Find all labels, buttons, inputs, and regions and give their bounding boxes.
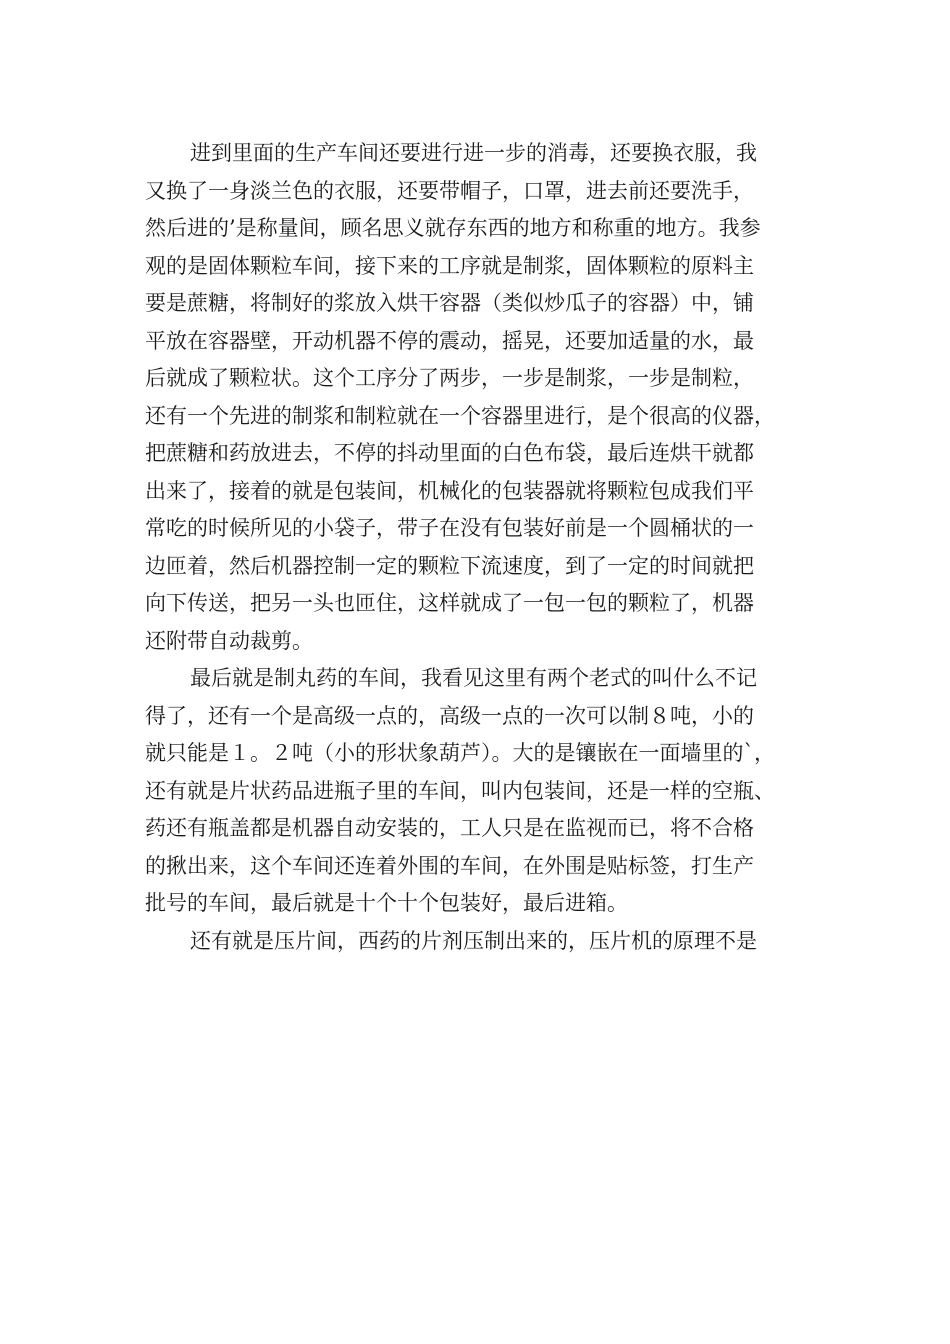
text-line: 就只能是１。２吨（小的形状象葫芦）。大的是镶嵌在一面墙里的`，: [145, 741, 775, 765]
text-line: 批号的车间，最后就是十个十个包装好，最后进箱。: [145, 891, 628, 915]
text-line: 最后就是制丸药的车间，我看见这里有两个老式的叫什么不记: [190, 666, 757, 690]
text-line: 还有一个先进的制浆和制粒就在一个容器里进行，是个很高的仪器，: [145, 403, 775, 428]
text-line: 边匝着，然后机器控制一定的颗粒下流速度，到了一定的时间就把: [145, 553, 754, 578]
paragraph-pill-workshop: [145, 660, 825, 923]
text-line: 把蔗糖和药放进去，不停的抖动里面的白色布袋，最后连烘干就都: [145, 441, 754, 465]
text-line: 要是蔗糖，将制好的浆放入烘干容器（类似炒瓜子的容器）中，铺: [145, 291, 754, 315]
text-line: 然后进的’是称量间，顾名思义就存东西的地方和称重的地方。我参: [145, 216, 761, 240]
text-line: 还附带自动裁剪。: [145, 628, 313, 653]
text-line: 后就成了颗粒状。这个工序分了两步，一步是制浆，一步是制粒，: [145, 366, 754, 390]
text-line: 药还有瓶盖都是机器自动安装的，工人只是在监视而已，将不合格: [145, 816, 754, 840]
paragraph-workshop-granules: [145, 135, 825, 660]
text-line: 进到里面的生产车间还要进行进一步的消毒，还要换衣服，我: [190, 141, 757, 165]
text-line: 得了，还有一个是高级一点的，高级一点的一次可以制８吨，小的: [145, 703, 754, 728]
text-line: 观的是固体颗粒车间，接下来的工序就是制浆，固体颗粒的原料主: [145, 253, 754, 278]
text-line: 常吃的时候所见的小袋子，带子在没有包装好前是一个圆桶状的一: [145, 516, 754, 540]
text-line: 的揪出来，这个车间还连着外围的车间，在外围是贴标签，打生产: [145, 853, 754, 878]
paragraph-tablet-press: [145, 923, 825, 961]
text-line: 向下传送，把另一头也匝住，这样就成了一包一包的颗粒了，机器: [145, 591, 754, 615]
text-line: 又换了一身淡兰色的衣服，还要带帽子，口罩，进去前还要洗手，: [145, 178, 754, 203]
document-body: [145, 135, 825, 960]
text-line: 出来了，接着的就是包装间，机械化的包装器就将颗粒包成我们平: [145, 478, 754, 503]
text-line: 平放在容器壁，开动机器不停的震动，摇晃，还要加适量的水，最: [145, 328, 754, 353]
text-line: 还有就是压片间，西药的片剂压制出来的，压片机的原理不是: [190, 928, 757, 953]
text-line: 还有就是片状药品进瓶子里的车间，叫内包装间，还是一样的空瓶、: [145, 778, 775, 803]
